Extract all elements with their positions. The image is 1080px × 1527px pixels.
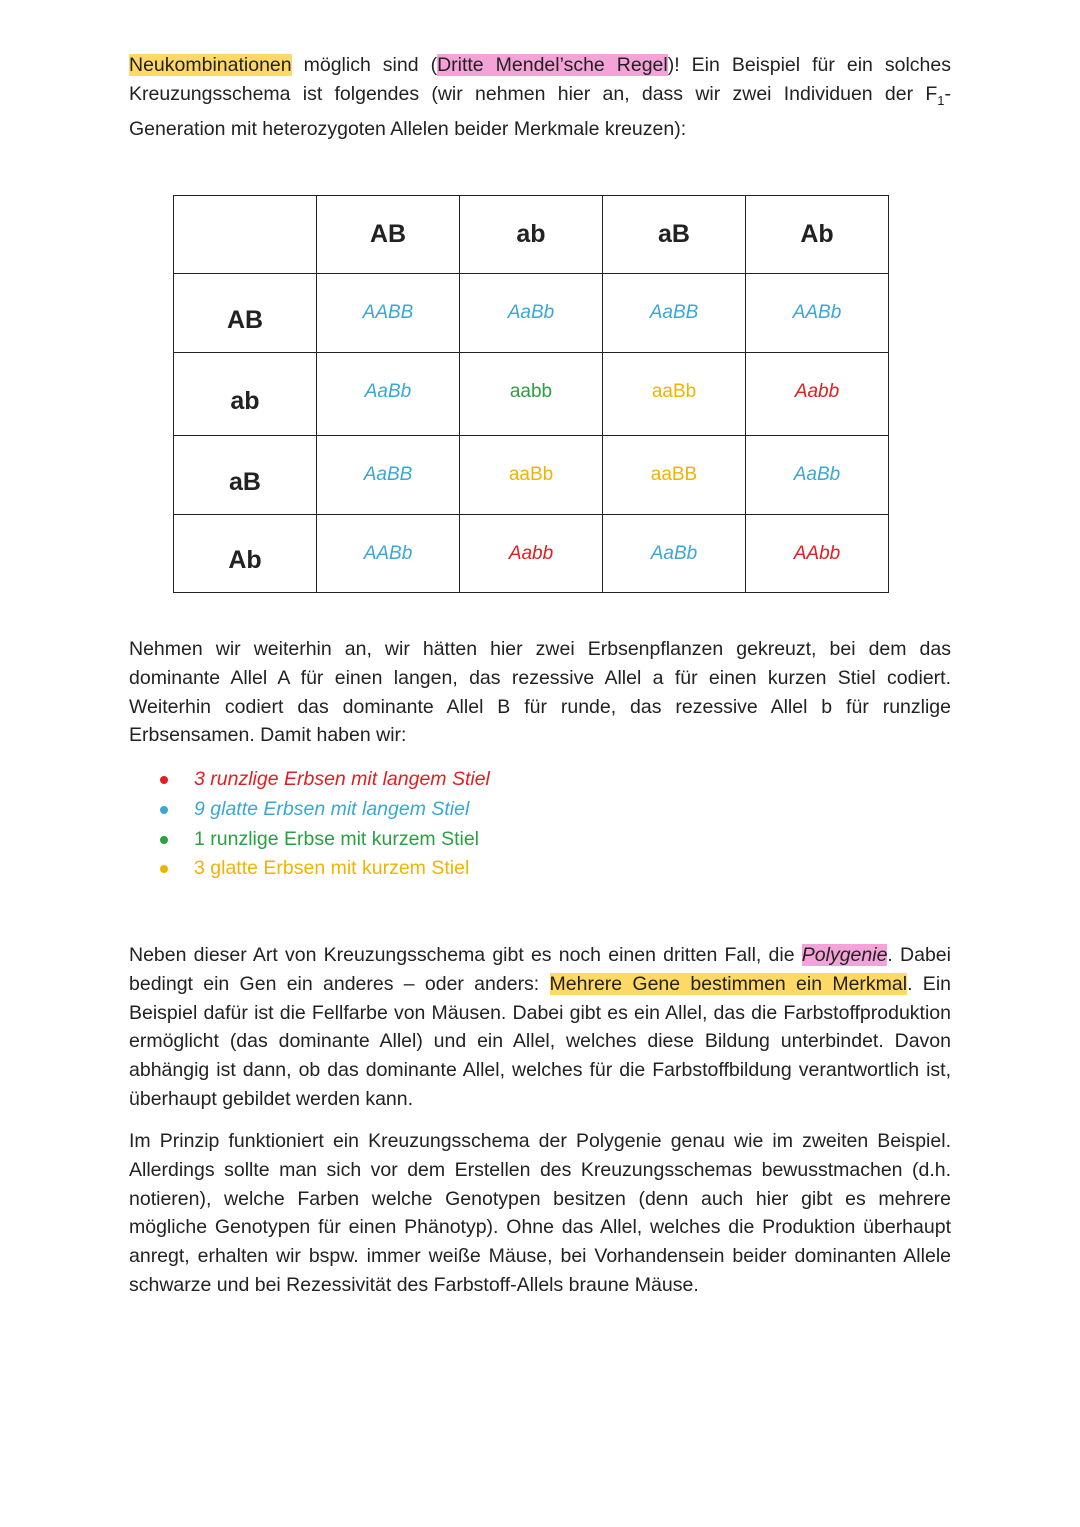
genotype-cell: AaBB [603,274,746,353]
corner-cell [174,196,317,274]
highlight-polygenie: Polygenie [801,944,888,966]
intro-subscript: 1 [937,92,945,108]
genotype-cell: Aabb [746,353,889,436]
row-header: AB [174,274,317,353]
genotype-cell: AABB [317,274,460,353]
result-item [160,825,490,855]
table-row [174,436,889,515]
polygenie-text-2: . Dabei bedingt ein Gen ein anderes – oder anders: [129,944,951,995]
explanation-paragraph: Nehmen wir weiterhin an, wir hätten hier zwei Erbsenpflanzen gekreuzt, bei dem das dominante Allel A für einen langen, das rezessive Allel a für einen kurzen Stiel codiert. Weiterhin codiert das dominante Allel B für runde, das rezessive Allel b für runzlige Erbsensamen. Damit haben wir: [129,638,951,747]
bullet-dot-icon [160,836,168,844]
result-item [160,854,490,884]
genotype-cell: aabb [460,353,603,436]
genotype-cell: AaBb [603,515,746,593]
table-row [174,274,889,353]
bullet-dot-icon [160,806,168,814]
genotype-cell: AaBB [317,436,460,515]
genotype-cell: AABb [317,515,460,593]
result-text: 9 glatte Erbsen mit langem Stiel [194,797,470,820]
punnett-square [173,195,889,593]
column-header: Ab [746,196,889,274]
intro-paragraph [129,51,951,144]
genotype-cell: aaBb [603,353,746,436]
result-text: 3 glatte Erbsen mit kurzem Stiel [194,857,470,880]
intro-text-1: möglich sind ( [291,54,438,76]
genotype-cell: aaBB [603,436,746,515]
result-text: 1 runzlige Erbse mit kurzem Stiel [194,827,480,850]
highlight-neukombinationen: Neukombinationen [129,54,292,76]
genotype-cell: AaBb [317,353,460,436]
genotype-cell: AaBb [460,274,603,353]
highlight-mendel-rule: Dritte Mendel’sche Regel [437,54,668,76]
bullet-dot-icon [160,776,168,784]
table-row [174,353,889,436]
genotype-cell: AAbb [746,515,889,593]
polygenie-text-3: . Ein Beispiel dafür ist die Fellfarbe von Mäusen. Dabei gibt es ein Allel, das die Farbstoffproduktion ermöglicht (das dominante Allel) und ein Allel, welches diese Bildung unterbindet. Davon abhängig ist dann, ob das dominante Allel, welches für die Farbstoffbildung verantwortlich ist, überhaupt gebildet werden kann. [129,972,951,1110]
table-row [174,515,889,593]
principle-paragraph: Im Prinzip funktioniert ein Kreuzungsschema der Polygenie genau wie im zweiten Beispiel. Allerdings sollte man sich vor dem Erstellen des Kreuzungsschemas bewusstmachen (d.h. notieren), welche Farben welche Genotypen besitzen (denn auch hier gibt es mehrere mögliche Genotypen für einen Phänotyp). Ohne das Allel, welches die Produktion überhaupt anregt, erhalten wir bspw. immer weiße Mäuse, bei Vorhandensein beider dominanten Allele schwarze und bei Rezessivität des Farbstoff-Allels braune Mäuse. [129,1130,951,1296]
row-header: ab [174,353,317,436]
column-header: AB [317,196,460,274]
row-header: aB [174,436,317,515]
column-header: ab [460,196,603,274]
bullet-dot-icon [160,865,168,873]
genotype-cell: Aabb [460,515,603,593]
column-header: aB [603,196,746,274]
genotype-cell: AABb [746,274,889,353]
polygenie-paragraph [129,941,951,1114]
row-header: Ab [174,515,317,593]
result-item [160,765,490,795]
result-item [160,795,490,825]
genotype-cell: AaBb [746,436,889,515]
highlight-mehrere-gene: Mehrere Gene bestimmen ein Merkmal [549,972,908,995]
result-text: 3 runzlige Erbsen mit langem Stiel [194,768,490,790]
intro-text-2: )! Ein Beispiel für ein solches Kreuzungsschema ist folgendes (wir nehmen hier an, dass wir zwei Individuen der F [129,54,952,105]
results-list [160,765,490,884]
intro-text-3: -Generation mit heterozygoten Allelen beider Merkmale kreuzen): [129,82,951,141]
polygenie-text-1: Neben dieser Art von Kreuzungsschema gibt es noch einen dritten Fall, die [129,944,802,966]
genotype-cell: aaBb [460,436,603,515]
